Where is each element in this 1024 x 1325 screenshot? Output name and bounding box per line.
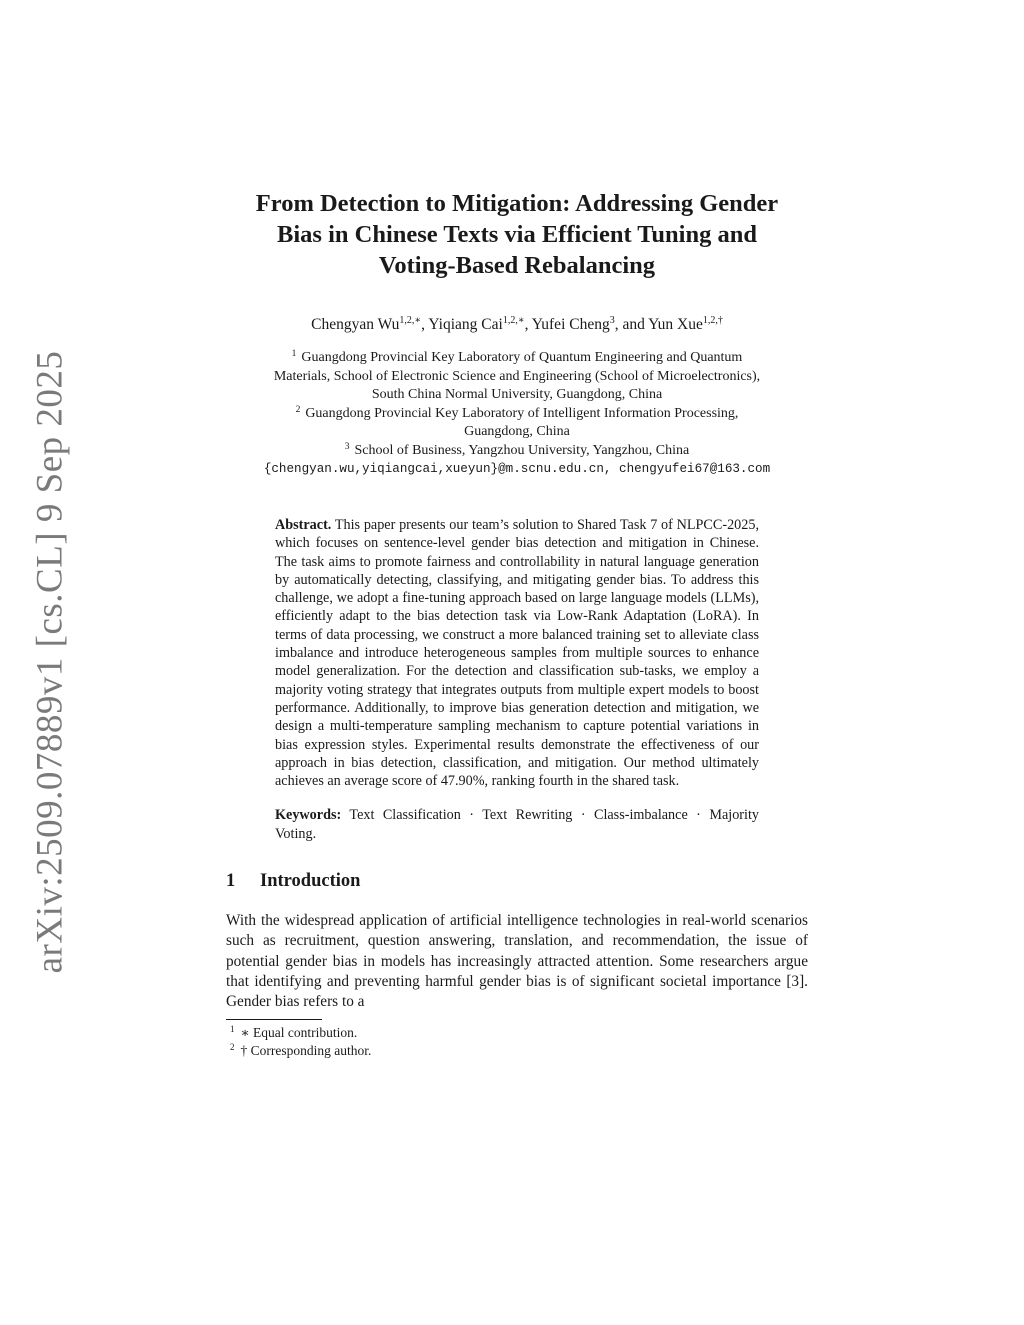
affiliation-line: Materials, School of Electronic Science and Engineering (School of Microelectronics), xyxy=(273,368,761,384)
affiliation-text: Guangdong Provincial Key Laboratory of Intelligent Information Processing, xyxy=(305,405,739,421)
section-title: Introduction xyxy=(260,871,361,892)
affiliation-line xyxy=(226,349,808,368)
affiliations xyxy=(226,349,808,460)
author-marks: 1,2,∗ xyxy=(399,315,422,326)
abstract xyxy=(275,516,759,790)
title-line: From Detection to Mitigation: Addressing Gender xyxy=(255,190,779,217)
affiliation-line: South China Normal University, Guangdong, China xyxy=(371,387,663,402)
footnote-text: † Corresponding author. xyxy=(240,1042,372,1058)
author-name: Yiqiang Cai xyxy=(428,316,503,333)
footnote-rule xyxy=(226,1019,322,1020)
title-line: Voting-Based Rebalancing xyxy=(378,252,656,279)
affiliation-text: School of Business, Yangzhou University, Yangzhou, China xyxy=(354,442,690,458)
abstract-label: Abstract. xyxy=(275,517,332,533)
affiliation-line xyxy=(226,405,808,424)
arxiv-stamp: arXiv:2509.07889v1 [cs.CL] 9 Sep 2025 xyxy=(29,350,71,974)
footnotes xyxy=(226,1019,808,1060)
author-marks: 3 xyxy=(609,315,615,326)
section-heading xyxy=(226,869,808,893)
author-name: Yun Xue xyxy=(648,316,703,333)
author-name: Chengyan Wu xyxy=(311,316,400,333)
author-sep: , xyxy=(524,316,532,333)
author-marks: 1,2,∗ xyxy=(502,315,525,326)
section-body: With the widespread application of artificial intelligence technologies in real-world scenarios such as recruitment, question answering, translation, and recommendation, the issue of potential gender bias in models has increasingly attracted attention. Some researchers argue that identifying and preventing harmful gender bias is of significant societal importance [3]. Gender bias refers to a xyxy=(226,912,808,1011)
affiliation-text: Guangdong Provincial Key Laboratory of Quantum Engineering and Quantum xyxy=(301,350,743,365)
affiliation-line xyxy=(226,442,808,461)
paper-title xyxy=(226,188,808,281)
footnote-text: ∗ Equal contribution. xyxy=(240,1024,358,1040)
author-emails: {chengyan.wu,yiqiangcai,xueyun}@m.scnu.edu.cn, chengyufei67@163.com xyxy=(263,462,771,476)
footnote xyxy=(226,1042,808,1060)
author-sep: , and xyxy=(614,316,649,333)
keywords-text: Text Classification · Text Rewriting · Class-imbalance · Majority Voting. xyxy=(275,807,759,842)
affiliation-mark: 3 xyxy=(344,441,350,452)
keywords xyxy=(275,806,759,843)
title-line: Bias in Chinese Texts via Efficient Tuning and xyxy=(277,221,757,248)
section-number: 1 xyxy=(226,871,236,892)
abstract-text: This paper presents our team’s solution to Shared Task 7 of NLPCC-2025, which focuses on sentence-level gender bias detection and mitigation in Chinese. The task aims to promote fairness and controllability in natural language generation by automatically detecting, classifying, and mitigating gender bias. To address this challenge, we adopt a fine-tuning approach based on large language models (LLMs), efficiently adapt to the bias detection task via Low-Rank Adaptation (LoRA). In terms of data processing, we construct a more balanced training set to alleviate class imbalance and introduce heterogeneous samples from multiple sources to enhance model generalization. For the detection and classification sub-tasks, we employ a majority voting strategy that integrates outputs from multiple expert models to boost performance. Additionally, to improve bias generation detection and mitigation, we design a multi-temperature sampling mechanism to capture potential variations in bias expression styles. Experimental results demonstrate the effectiveness of our approach in bias detection, classification, and mitigation. Our method ultimately achieves an average score of 47.90%, ranking fourth in the shared task. xyxy=(275,517,760,790)
affiliation-mark: 2 xyxy=(295,404,301,415)
author-name: Yufei Cheng xyxy=(531,316,610,333)
author-sep: , xyxy=(421,316,429,333)
paper-page xyxy=(226,188,808,1060)
author-list xyxy=(226,315,808,335)
footnote-mark: 1 xyxy=(230,1023,235,1034)
footnote xyxy=(226,1024,808,1042)
keywords-label: Keywords: xyxy=(275,807,342,824)
affiliation-line: Guangdong, China xyxy=(464,424,570,439)
footnote-mark: 2 xyxy=(230,1041,235,1052)
affiliation-mark: 1 xyxy=(291,349,297,359)
author-marks: 1,2,† xyxy=(702,315,723,326)
